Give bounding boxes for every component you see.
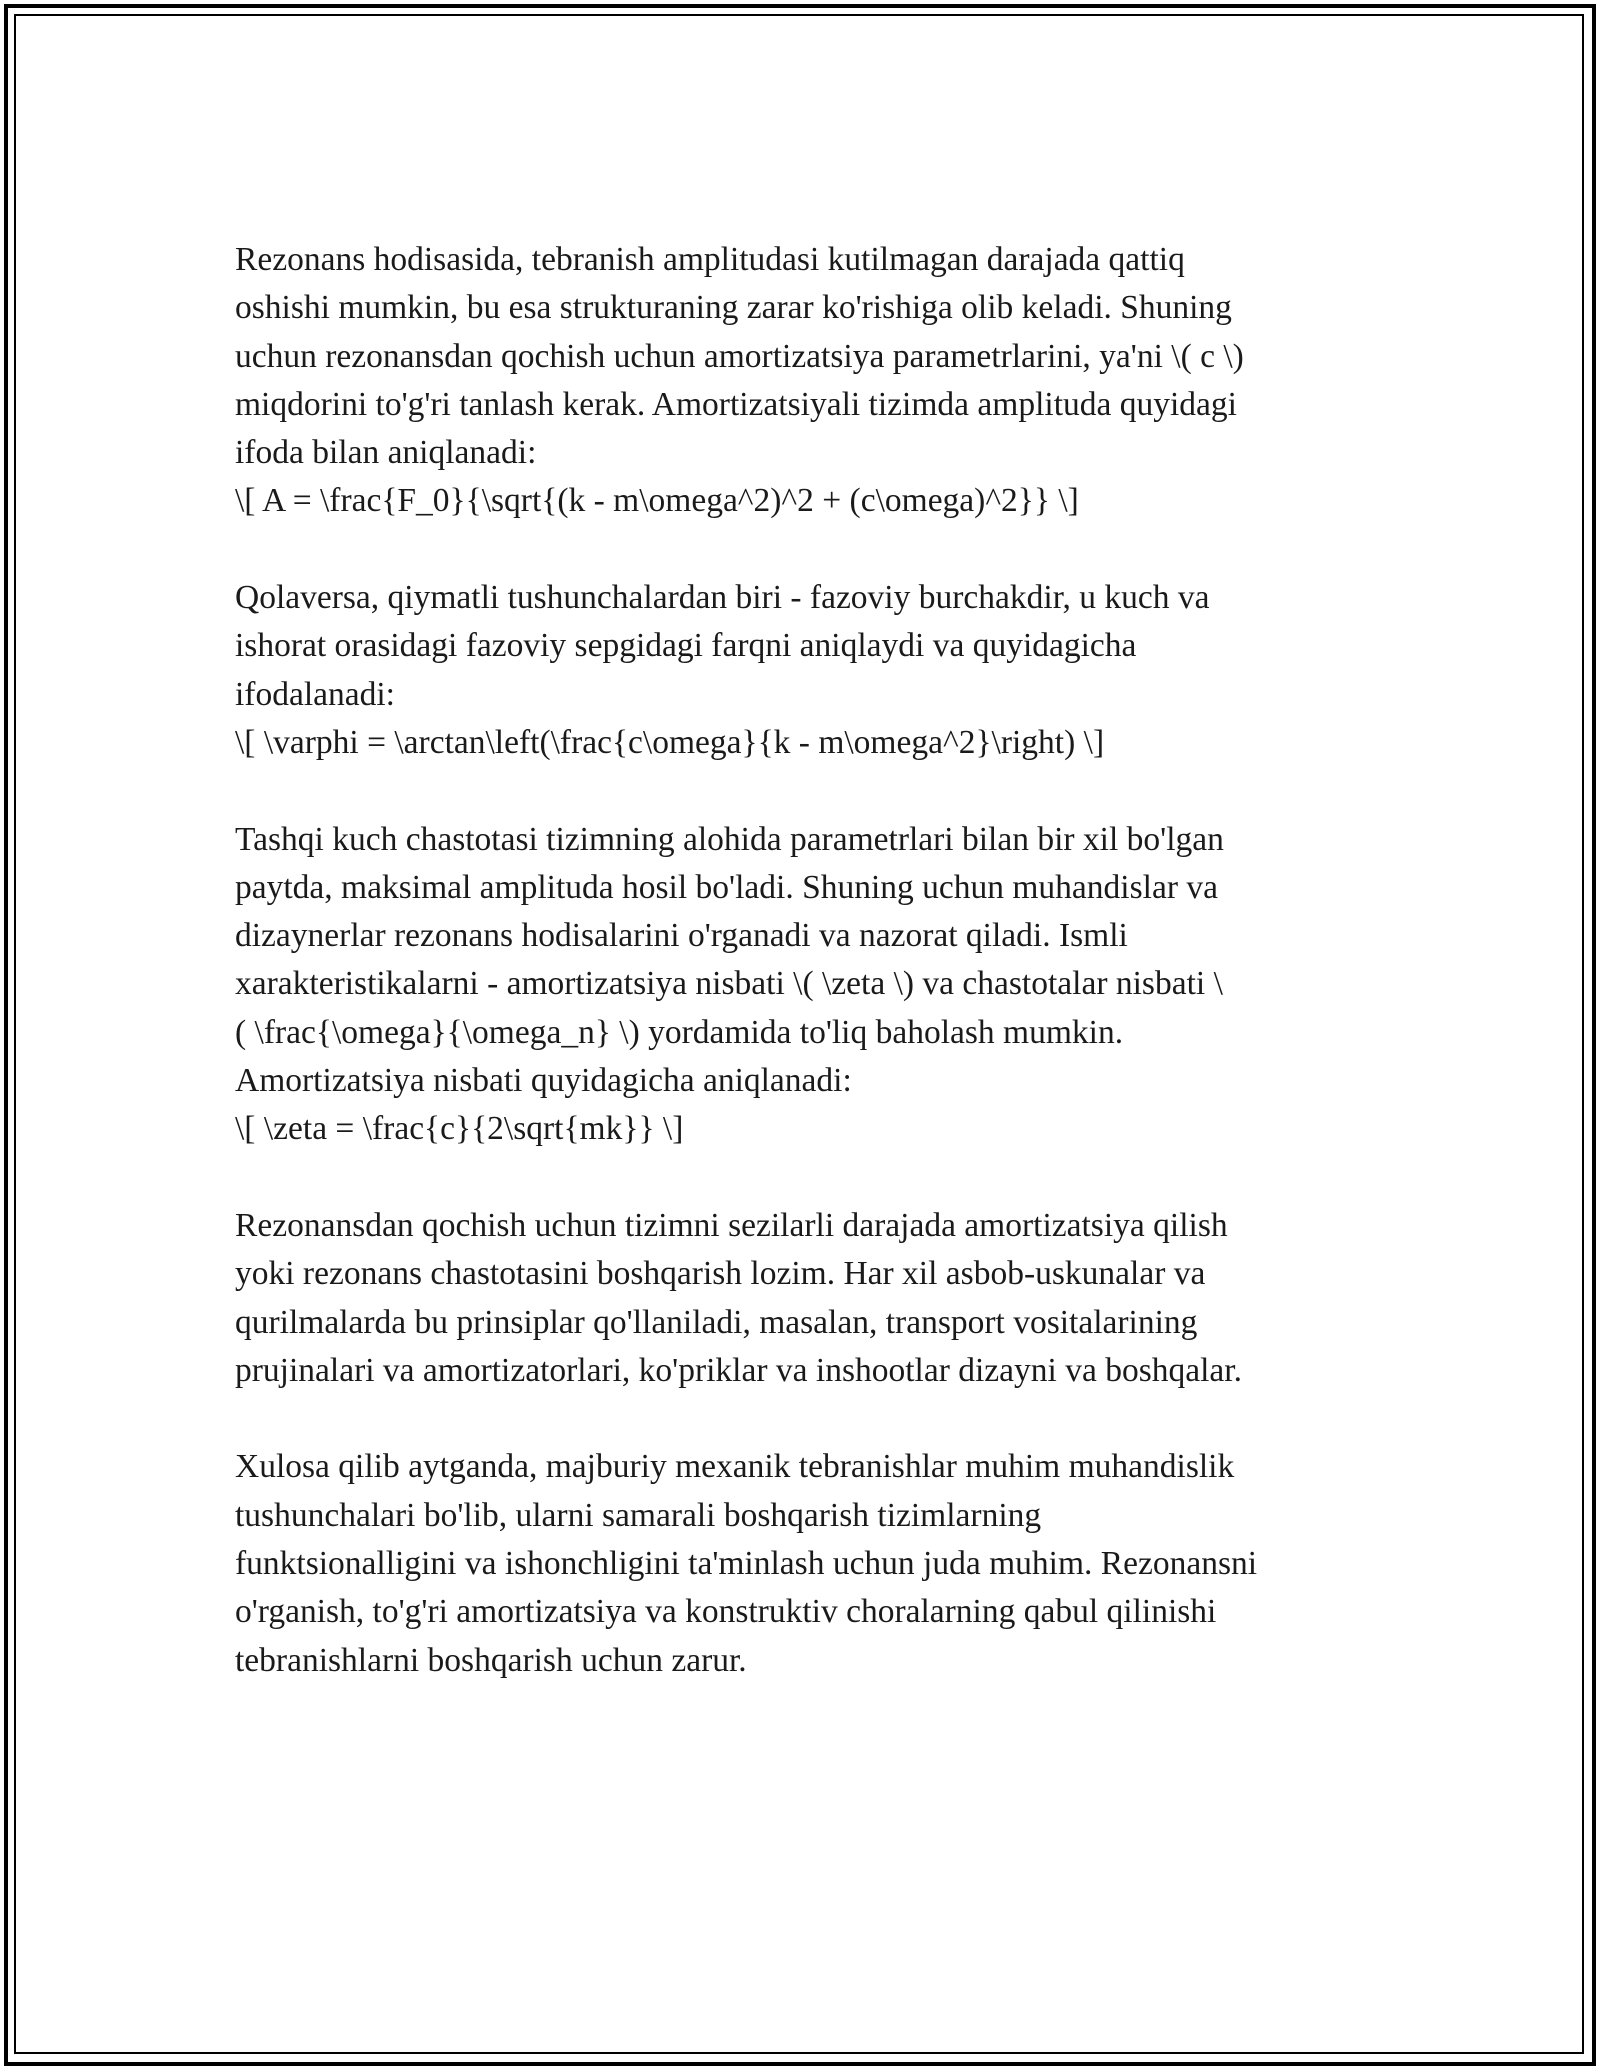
text-line: prujinalari va amortizatorlari, ko'priklar va inshootlar dizayni va boshqalar. xyxy=(235,1351,1242,1389)
text-line: tebranishlarni boshqarish uchun zarur. xyxy=(235,1641,747,1679)
phase-formula: \[ \varphi = \arctan\left(\frac{c\omega}{k - m\omega^2}\right) \] xyxy=(235,723,1105,761)
text-line: Tashqi kuch chastotasi tizimning alohida parametrlari bilan bir xil bo'lgan xyxy=(235,820,1224,858)
paragraph-damping-ratio xyxy=(235,816,1375,1154)
text-line: Rezonansdan qochish uchun tizimni sezilarli darajada amortizatsiya qilish xyxy=(235,1206,1228,1244)
paragraph-resonance-amplitude xyxy=(235,236,1375,526)
text-line: oshishi mumkin, bu esa strukturaning zarar ko'rishiga olib keladi. Shuning xyxy=(235,289,1232,327)
text-line: ( \frac{\omega}{\omega_n} \) yordamida to'liq baholash mumkin. xyxy=(235,1013,1124,1051)
text-line: ifoda bilan aniqlanadi: xyxy=(235,434,537,472)
text-line: Rezonans hodisasida, tebranish amplitudasi kutilmagan darajada qattiq xyxy=(235,241,1185,278)
damping-ratio-formula: \[ \zeta = \frac{c}{2\sqrt{mk}} \] xyxy=(235,1110,684,1148)
text-line: Amortizatsiya nisbati quyidagicha aniqlanadi: xyxy=(235,1062,852,1100)
text-line: uchun rezonansdan qochish uchun amortizatsiya parametrlarini, ya'ni \( c \) xyxy=(235,337,1244,375)
text-line: yoki rezonans chastotasini boshqarish lozim. Har xil asbob-uskunalar va xyxy=(235,1255,1206,1293)
text-line: ifodalanadi: xyxy=(235,675,395,713)
text-line: Xulosa qilib aytganda, majburiy mexanik tebranishlar muhim muhandislik xyxy=(235,1448,1235,1486)
text-line: qurilmalarda bu prinsiplar qo'llaniladi, masalan, transport vositalarining xyxy=(235,1303,1198,1341)
paragraph-phase-angle xyxy=(235,574,1375,767)
text-line: tushunchalari bo'lib, ularni samarali boshqarish tizimlarning xyxy=(235,1496,1042,1534)
text-line: xarakteristikalarni - amortizatsiya nisbati \( \zeta \) va chastotalar nisbati \ xyxy=(235,965,1223,1003)
paragraph-avoid-resonance xyxy=(235,1202,1375,1395)
text-line: miqdorini to'g'ri tanlash kerak. Amortizatsiyali tizimda amplituda quyidagi xyxy=(235,385,1237,423)
text-line: Qolaversa, qiymatli tushunchalardan biri - fazoviy burchakdir, u kuch va xyxy=(235,579,1210,617)
text-line: ishorat orasidagi fazoviy sepgidagi farqni aniqlaydi va quyidagicha xyxy=(235,627,1137,665)
text-line: o'rganish, to'g'ri amortizatsiya va konstruktiv choralarning qabul qilinishi xyxy=(235,1593,1217,1631)
text-line: paytda, maksimal amplituda hosil bo'ladi. Shuning uchun muhandislar va xyxy=(235,868,1218,906)
paragraph-conclusion xyxy=(235,1443,1375,1684)
document-body xyxy=(235,236,1375,1733)
text-line: funktsionalligini va ishonchligini ta'minlash uchun juda muhim. Rezonansni xyxy=(235,1545,1258,1583)
amplitude-formula: \[ A = \frac{F_0}{\sqrt{(k - m\omega^2)^2 + (c\omega)^2}} \] xyxy=(235,482,1079,520)
text-line: dizaynerlar rezonans hodisalarini o'rganadi va nazorat qiladi. Ismli xyxy=(235,917,1128,955)
